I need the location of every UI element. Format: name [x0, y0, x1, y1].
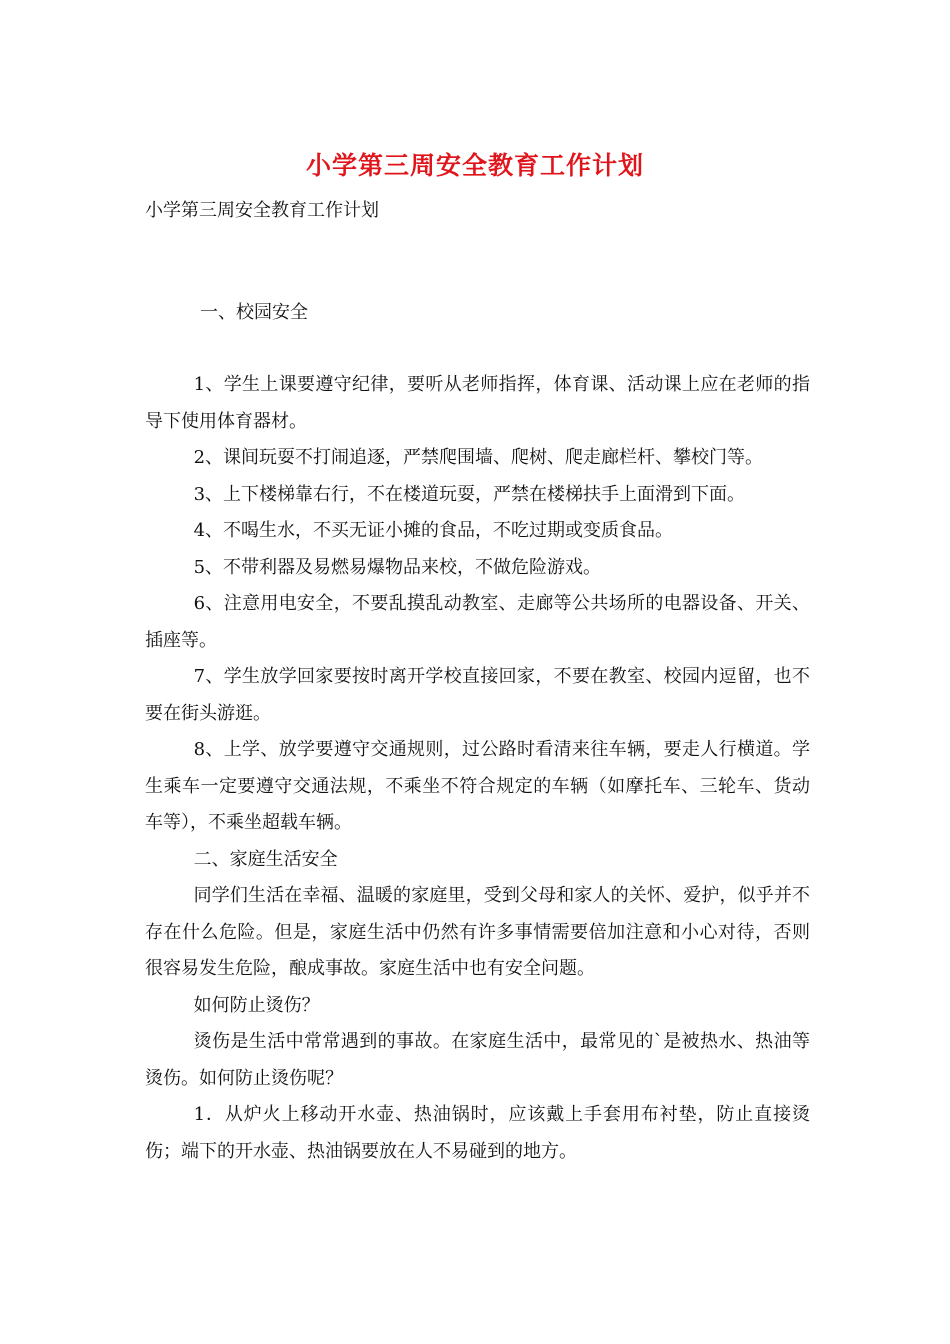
paragraph-rule-7: 7、学生放学回家要按时离开学校直接回家，不要在教室、校园内逗留，也不要在街头游逛。 — [145, 666, 810, 724]
paragraph-rule-5: 5、不带利器及易燃易爆物品来校，不做危险游戏。 — [193, 556, 602, 578]
section-heading-home-safety: 二、家庭生活安全 — [193, 848, 338, 870]
document-title: 小学第三周安全教育工作计划 — [305, 151, 644, 180]
paragraph-home-intro: 同学们生活在幸福、温暖的家庭里，受到父母和家人的关怀、爱护，似乎并不存在什么危险。但是，家庭生活中仍然有许多事情需要倍加注意和小心对待，否则很容易发生危险，酿成事故。家庭生活中也有安全问题。 — [145, 885, 810, 979]
paragraph-rule-6: 6、注意用电安全，不要乱摸乱动教室、走廊等公共场所的电器设备、开关、插座等。 — [145, 593, 810, 651]
document-body — [145, 367, 810, 1170]
paragraph-rule-8: 8、上学、放学要遵守交通规则，过公路时看清来往车辆，要走人行横道。学生乘车一定要遵守交通法规，不乘坐不符合规定的车辆（如摩托车、三轮车、货动车等），不乘坐超载车辆。 — [145, 739, 810, 833]
paragraph-rule-1: 1、学生上课要遵守纪律，要听从老师指挥，体育课、活动课上应在老师的指导下使用体育器材。 — [145, 374, 810, 432]
section-heading-campus-safety: 一、校园安全 — [200, 302, 308, 323]
paragraph-rule-2: 2、课间玩耍不打闹追逐，严禁爬围墙、爬树、爬走廊栏杆、攀校门等。 — [193, 447, 764, 468]
paragraph-rule-4: 4、不喝生水，不买无证小摊的食品，不吃过期或变质食品。 — [193, 520, 674, 541]
paragraph-rule-3: 3、上下楼梯靠右行，不在楼道玩耍，严禁在楼梯扶手上面滑到下面。 — [193, 483, 746, 505]
paragraph-burns-intro: 烫伤是生活中常常遇到的事故。在家庭生活中，最常见的`是被热水、热油等烫伤。如何防止烫伤呢？ — [145, 1031, 810, 1089]
question-prevent-burns: 如何防止烫伤？ — [193, 994, 320, 1016]
document-subtitle: 小学第三周安全教育工作计划 — [145, 200, 379, 221]
paragraph-burns-tip-1: 1．从炉火上移动开水壶、热油锅时，应该戴上手套用布衬垫，防止直接烫伤；端下的开水壶、热油锅要放在人不易碰到的地方。 — [145, 1104, 810, 1162]
